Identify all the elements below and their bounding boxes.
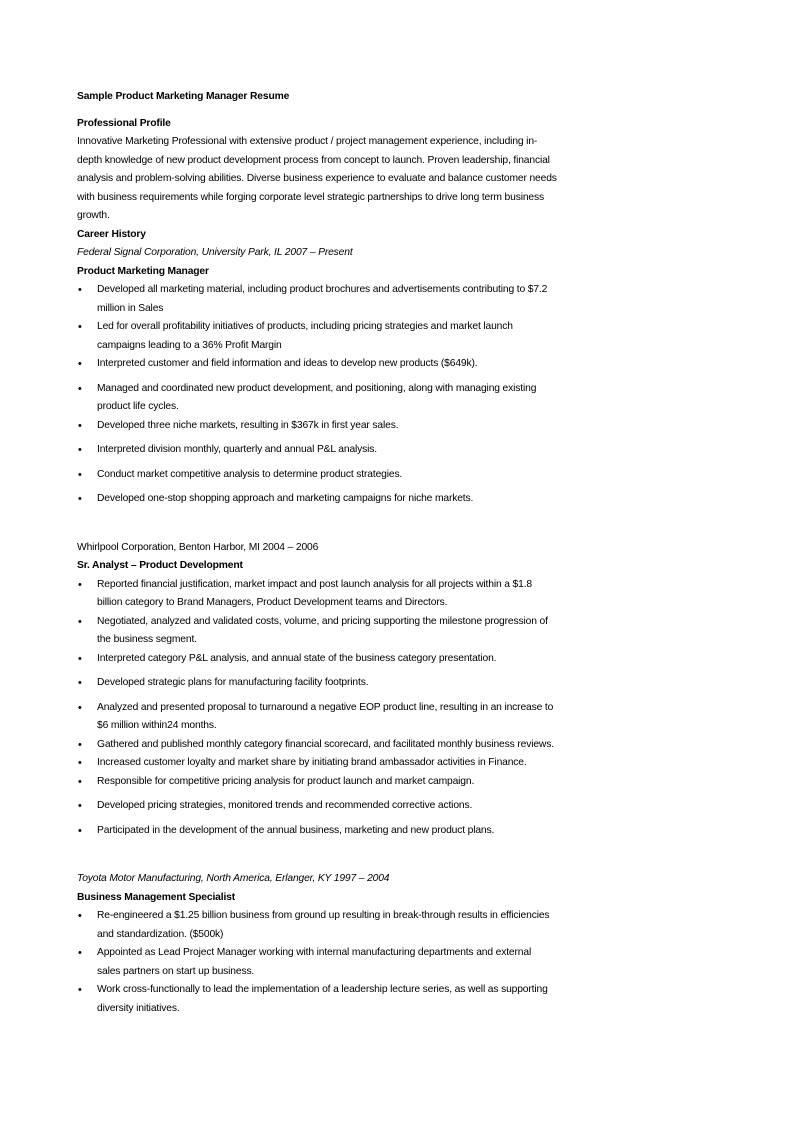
list-item: • Reported financial justification, market impact and post launch analysis for all projects within a $1.8 billion category to Brand Managers, Product Development teams and Directors. xyxy=(77,576,557,613)
resume-document xyxy=(77,88,557,1018)
list-item: • Developed three niche markets, resulting in $367k in first year sales. xyxy=(77,417,557,436)
job-company: Toyota Motor Manufacturing, North America, Erlanger, KY 1997 – 2004 xyxy=(77,873,390,884)
list-item: • Conduct market competitive analysis to determine product strategies. xyxy=(77,466,557,485)
job-company: Whirlpool Corporation, Benton Harbor, MI 2004 – 2006 xyxy=(77,541,319,553)
job-bullets xyxy=(77,576,557,841)
job-role: Business Management Specialist xyxy=(77,891,236,903)
profile-heading: Professional Profile xyxy=(77,117,171,129)
list-item: • Managed and coordinated new product development, and positioning, along with managing existing product life cycles. xyxy=(77,380,557,417)
job-role: Sr. Analyst – Product Development xyxy=(77,560,243,571)
job-bullets xyxy=(77,281,557,509)
section-spacer xyxy=(77,515,557,539)
list-item: • Gathered and published monthly category financial scorecard, and facilitated monthly business reviews. xyxy=(77,736,557,755)
list-item: • Increased customer loyalty and market share by initiating brand ambassador activities in Finance. xyxy=(77,754,557,773)
list-item: • Developed all marketing material, including product brochures and advertisements contributing to $7.2 million in Sales xyxy=(77,281,557,318)
list-item: • Interpreted category P&L analysis, and annual state of the business category presentation. xyxy=(77,650,557,669)
job-bullets xyxy=(77,907,557,1018)
list-item: • Led for overall profitability initiatives of products, including pricing strategies and market launch campaigns leading to a 36% Profit Margin xyxy=(77,318,557,355)
list-item: • Interpreted division monthly, quarterly and annual P&L analysis. xyxy=(77,441,557,460)
list-item: • Developed one-stop shopping approach and marketing campaigns for niche markets. xyxy=(77,490,557,509)
job-role: Product Marketing Manager xyxy=(77,265,209,277)
list-item: • Interpreted customer and field information and ideas to develop new products ($649k). xyxy=(77,355,557,374)
list-item: • Responsible for competitive pricing analysis for product launch and market campaign. xyxy=(77,773,557,792)
career-history-heading: Career History xyxy=(77,228,146,240)
list-item: • Analyzed and presented proposal to turnaround a negative EOP product line, resulting in an increase to $6 million within24 months. xyxy=(77,699,557,736)
profile-text: Innovative Marketing Professional with extensive product / project management experience, including in-depth knowledge of new product development process from concept to launch. Proven leadership, financial analysis and problem-solving abilities. Diverse business experience to evaluate and balance customer needs with business requirements while forging corporate level strategic partnerships to drive long term business growth. xyxy=(77,136,557,221)
list-item: • Participated in the development of the annual business, marketing and new product plans. xyxy=(77,822,557,841)
list-item: • Appointed as Lead Project Manager working with internal manufacturing departments and external sales partners on start up business. xyxy=(77,944,557,981)
list-item: • Developed pricing strategies, monitored trends and recommended corrective actions. xyxy=(77,797,557,816)
section-spacer xyxy=(77,846,557,870)
list-item: • Work cross-functionally to lead the implementation of a leadership lecture series, as well as supporting diversity initiatives. xyxy=(77,981,557,1018)
job-company: Federal Signal Corporation, University Park, IL 2007 – Present xyxy=(77,247,353,258)
list-item: • Developed strategic plans for manufacturing facility footprints. xyxy=(77,674,557,693)
document-title: Sample Product Marketing Manager Resume xyxy=(77,91,290,102)
list-item: • Re-engineered a $1.25 billion business from ground up resulting in break-through results in efficiencies and standardization. ($500k) xyxy=(77,907,557,944)
list-item: • Negotiated, analyzed and validated costs, volume, and pricing supporting the milestone progression of the business segment. xyxy=(77,613,557,650)
